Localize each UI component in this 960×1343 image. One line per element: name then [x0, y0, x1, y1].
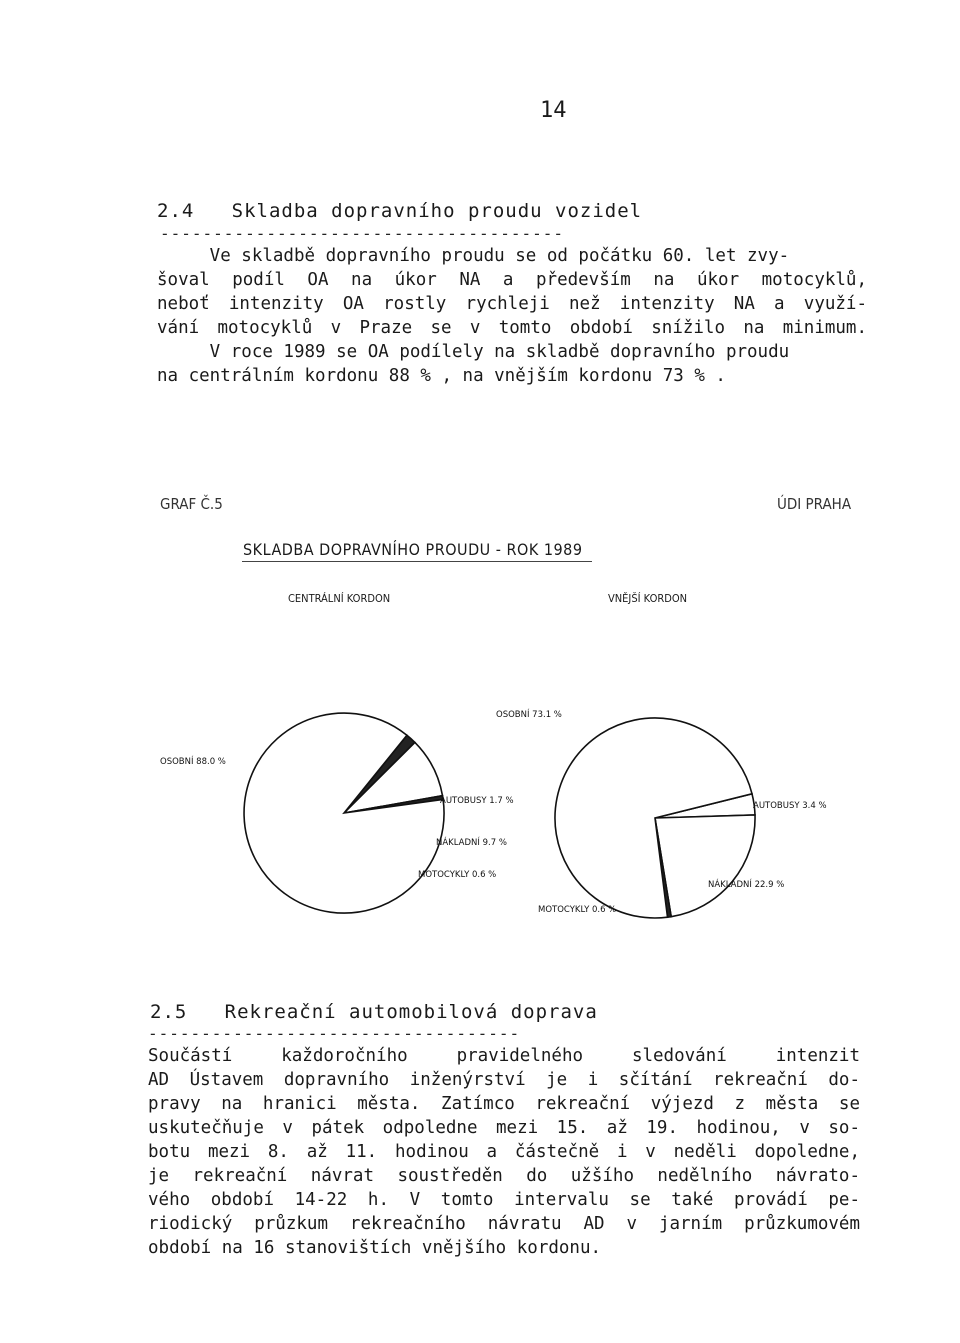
- text-line: neboť intenzity OA rostly rychleji než intenzity NA a využí-: [157, 294, 867, 314]
- chart-title: SKLADBA DOPRAVNÍHO PROUDU - ROK 1989: [243, 540, 583, 559]
- section-2-4-underline: --------------------------------------: [160, 224, 565, 243]
- label-central-motocykly: MOTOCYKLY 0.6 %: [418, 870, 497, 880]
- text-line: V roce 1989 se OA podílely na skladbě dopravního proudu: [157, 342, 790, 362]
- pie-title-central: CENTRÁLNÍ KORDON: [288, 592, 391, 605]
- section-2-5-text: [148, 1044, 860, 1260]
- label-outer-autobusy: AUTOBUSY 3.4 %: [753, 801, 827, 811]
- text-line: je rekreační návrat soustředěn do užšího nedělního návrato-: [148, 1166, 860, 1186]
- label-central-nakladni: NÁKLADNÍ 9.7 %: [436, 838, 507, 848]
- label-outer-motocykly: MOTOCYKLY 0.6 %: [538, 905, 617, 915]
- label-central-autobusy: AUTOBUSY 1.7 %: [440, 796, 514, 806]
- text-line: na centrálním kordonu 88 % , na vnějším kordonu 73 % .: [157, 366, 726, 386]
- text-line: AD Ústavem dopravního inženýrství je i sčítání rekreační do-: [148, 1070, 860, 1090]
- text-line: období na 16 stanovištích vnějšího kordonu.: [148, 1238, 602, 1258]
- section-2-5-title: 2.5 Rekreační automobilová doprava: [150, 1001, 598, 1023]
- text-line: Ve skladbě dopravního proudu se od počátku 60. let zvy-: [157, 246, 790, 266]
- text-line: riodický průzkum rekreačního návratu AD v jarním průzkumovém: [148, 1214, 860, 1234]
- section-2-4-title: 2.4 Skladba dopravního proudu vozidel: [157, 200, 643, 222]
- pie-title-outer: VNĚJŠÍ KORDON: [608, 592, 688, 605]
- pie-central-cordon: [244, 713, 444, 913]
- page-number: 14: [540, 98, 567, 123]
- text-line: vání motocyklů v Praze se v tomto období snížilo na minimum.: [157, 318, 867, 338]
- section-2-5-underline: -----------------------------------: [148, 1024, 521, 1043]
- label-central-osobni: OSOBNÍ 88.0 %: [160, 757, 226, 767]
- graph-label: GRAF Č.5: [160, 495, 223, 513]
- text-line: vého období 14-22 h. V tomto intervalu se také provádí pe-: [148, 1190, 860, 1210]
- text-line: Součástí každoročního pravidelného sledování intenzit: [148, 1046, 860, 1066]
- text-line: pravy na hranici města. Zatímco rekreační výjezd z města se: [148, 1094, 860, 1114]
- label-outer-nakladni: NÁKLADNÍ 22.9 %: [708, 880, 785, 890]
- institute-label: ÚDI PRAHA: [777, 495, 852, 513]
- pie-slice-outer-nákladní: [655, 815, 755, 917]
- text-line: uskutečňuje v pátek odpoledne mezi 15. až 19. hodinou, v so-: [148, 1118, 860, 1138]
- text-line: botu mezi 8. až 11. hodinou a částečně i v neděli dopoledne,: [148, 1142, 860, 1162]
- label-outer-osobni: OSOBNÍ 73.1 %: [496, 710, 562, 720]
- text-line: šoval podíl OA na úkor NA a především na úkor motocyklů,: [157, 270, 867, 290]
